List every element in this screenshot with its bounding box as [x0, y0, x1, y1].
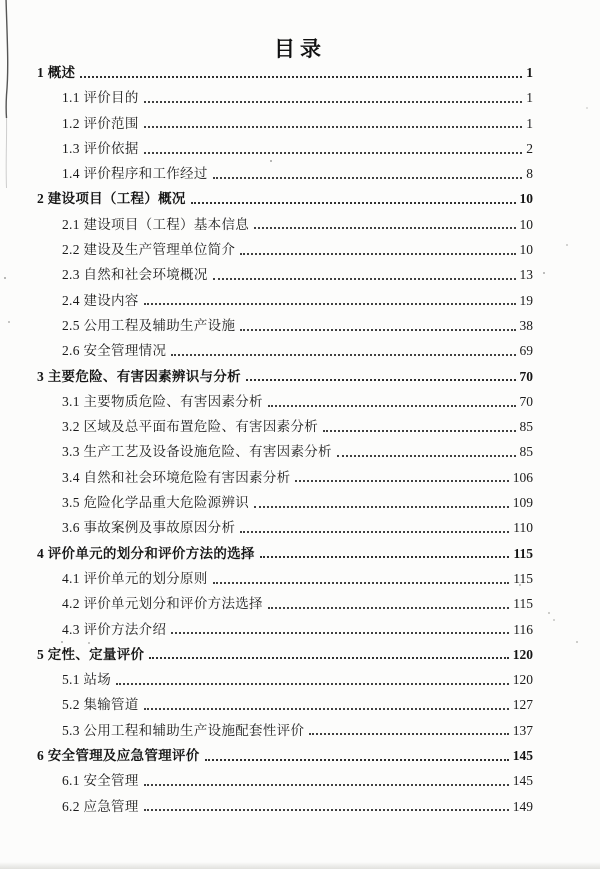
dot-leader — [213, 177, 523, 179]
dot-leader — [268, 607, 509, 609]
toc-entry-label: 4.1 评价单元的划分原则 — [62, 570, 208, 586]
toc-entry — [37, 364, 533, 389]
toc-entry — [37, 414, 533, 439]
toc-entry-page: 1 — [526, 115, 533, 131]
toc-entry-label: 6.2 应急管理 — [62, 798, 139, 814]
dot-leader — [144, 126, 523, 128]
toc-entry-page: 115 — [513, 596, 533, 612]
dot-leader — [144, 101, 523, 103]
toc-entry — [37, 591, 533, 616]
toc-entry — [37, 768, 533, 793]
toc-entry-label: 3.1 主要物质危险、有害因素分析 — [62, 393, 263, 409]
toc-entry — [37, 136, 533, 161]
noise-speck — [553, 619, 555, 621]
toc-entry-page: 106 — [512, 469, 533, 485]
dot-leader — [149, 657, 508, 659]
dot-leader — [171, 632, 509, 634]
toc-entry-page: 145 — [512, 748, 533, 764]
toc-entry-page: 109 — [512, 495, 533, 511]
toc-entry-page: 115 — [513, 570, 533, 586]
dot-leader — [240, 329, 515, 331]
toc-entry — [37, 743, 533, 768]
toc-entry-page: 116 — [513, 621, 533, 637]
toc-list — [37, 60, 533, 819]
toc-entry — [37, 541, 533, 566]
toc-entry-page: 70 — [519, 368, 533, 384]
toc-entry-label: 5.2 集输管道 — [62, 697, 139, 713]
toc-entry-label: 6 安全管理及应急管理评价 — [37, 748, 200, 764]
toc-entry-page: 115 — [513, 545, 533, 561]
dot-leader — [254, 227, 515, 229]
toc-entry-label: 3.5 危险化学品重大危险源辨识 — [62, 495, 250, 511]
dot-leader — [260, 556, 510, 558]
toc-entry — [37, 439, 533, 464]
toc-entry-page: 85 — [519, 419, 533, 435]
noise-speck — [543, 272, 545, 274]
toc-entry-label: 6.1 安全管理 — [62, 773, 139, 789]
dot-leader — [337, 455, 516, 457]
toc-entry-page: 69 — [519, 343, 533, 359]
dot-leader — [240, 531, 509, 533]
toc-entry — [37, 465, 533, 490]
toc-entry-page: 10 — [519, 216, 533, 232]
noise-speck — [8, 321, 10, 323]
toc-entry — [37, 186, 533, 211]
toc-entry — [37, 718, 533, 743]
toc-entry — [37, 642, 533, 667]
page-title: 目录 — [274, 37, 326, 61]
toc-entry-label: 2.2 建设及生产管理单位简介 — [62, 242, 236, 258]
dot-leader — [240, 253, 515, 255]
toc-entry-label: 3.2 区域及总平面布置危险、有害因素分析 — [62, 419, 319, 435]
toc-entry — [37, 111, 533, 136]
toc-entry-page: 2 — [526, 140, 533, 156]
dot-leader — [144, 784, 509, 786]
toc-entry-label: 2.1 建设项目（工程）基本信息 — [62, 216, 250, 232]
toc-entry-label: 3.6 事故案例及事故原因分析 — [62, 520, 236, 536]
toc-entry — [37, 237, 533, 262]
toc-entry-page: 8 — [526, 166, 533, 182]
toc-entry-page: 85 — [519, 444, 533, 460]
toc-entry-label: 4.3 评价方法介绍 — [62, 621, 167, 637]
toc-entry-page: 127 — [512, 697, 533, 713]
toc-entry-label: 2.5 公用工程及辅助生产设施 — [62, 317, 236, 333]
dot-leader — [116, 683, 509, 685]
toc-entry-label: 1.2 评价范围 — [62, 115, 139, 131]
toc-entry-label: 5.1 站场 — [62, 672, 112, 688]
toc-entry-page: 120 — [512, 646, 533, 662]
dot-leader — [268, 405, 516, 407]
toc-entry — [37, 60, 533, 85]
toc-entry-label: 3.4 自然和社会环境危险有害因素分析 — [62, 469, 291, 485]
noise-speck — [576, 641, 578, 643]
toc-entry — [37, 667, 533, 692]
toc-entry-page: 19 — [519, 292, 533, 308]
toc-entry-page: 1 — [526, 90, 533, 106]
toc-entry-page: 10 — [519, 191, 533, 207]
dot-leader — [323, 430, 515, 432]
toc-entry-page: 120 — [512, 672, 533, 688]
toc-entry-label: 1.4 评价程序和工作经过 — [62, 166, 208, 182]
toc-entry-label: 4 评价单元的划分和评价方法的选择 — [37, 545, 255, 561]
toc-entry-label: 3.3 生产工艺及设备设施危险、有害因素分析 — [62, 444, 332, 460]
toc-entry-label: 5.3 公用工程和辅助生产设施配套性评价 — [62, 722, 305, 738]
noise-speck — [4, 277, 6, 279]
toc-entry — [37, 692, 533, 717]
dot-leader — [144, 708, 509, 710]
toc-entry-label: 4.2 评价单元划分和评价方法选择 — [62, 596, 263, 612]
toc-entry — [37, 566, 533, 591]
toc-entry-label: 3 主要危险、有害因素辨识与分析 — [37, 368, 241, 384]
toc-entry — [37, 389, 533, 414]
toc-entry-page: 38 — [519, 317, 533, 333]
toc-entry — [37, 617, 533, 642]
dot-leader — [309, 733, 509, 735]
dot-leader — [295, 480, 508, 482]
toc-entry-page: 145 — [512, 773, 533, 789]
dot-leader — [254, 506, 509, 508]
toc-entry-label: 1.3 评价依据 — [62, 140, 139, 156]
dot-leader — [191, 202, 516, 204]
toc-entry — [37, 313, 533, 338]
dot-leader — [213, 278, 516, 280]
toc-entry-page: 13 — [519, 267, 533, 283]
toc-entry-page: 137 — [512, 722, 533, 738]
toc-entry-page: 70 — [519, 393, 533, 409]
toc-entry-page: 1 — [526, 65, 533, 80]
noise-speck — [586, 107, 588, 109]
toc-entry-page: 110 — [513, 520, 533, 536]
toc-entry-label: 2.3 自然和社会环境概况 — [62, 267, 208, 283]
toc-entry — [37, 338, 533, 363]
dot-leader — [205, 759, 509, 761]
dot-leader — [213, 582, 510, 584]
dot-leader — [80, 76, 522, 78]
toc-entry-label: 2.4 建设内容 — [62, 292, 139, 308]
toc-entry — [37, 490, 533, 515]
toc-entry — [37, 262, 533, 287]
dot-leader — [144, 809, 509, 811]
dot-leader — [246, 379, 516, 381]
toc-entry — [37, 288, 533, 313]
toc-entry — [37, 85, 533, 110]
toc-entry-label: 2.6 安全管理情况 — [62, 343, 167, 359]
toc-entry — [37, 794, 533, 819]
toc-entry — [37, 161, 533, 186]
dot-leader — [144, 152, 523, 154]
toc-entry-page: 10 — [519, 242, 533, 258]
noise-speck — [548, 612, 550, 614]
toc-entry-label: 5 定性、定量评价 — [37, 646, 145, 662]
dot-leader — [171, 354, 515, 356]
toc-entry-label: 2 建设项目（工程）概况 — [37, 191, 186, 207]
toc-entry — [37, 515, 533, 540]
toc-entry — [37, 212, 533, 237]
toc-entry-label: 1.1 评价目的 — [62, 90, 139, 106]
dot-leader — [144, 303, 516, 305]
toc-entry-label: 1 概述 — [37, 65, 76, 80]
toc-entry-page: 149 — [512, 798, 533, 814]
noise-speck — [566, 244, 568, 246]
scan-bottom-shadow — [0, 862, 600, 869]
